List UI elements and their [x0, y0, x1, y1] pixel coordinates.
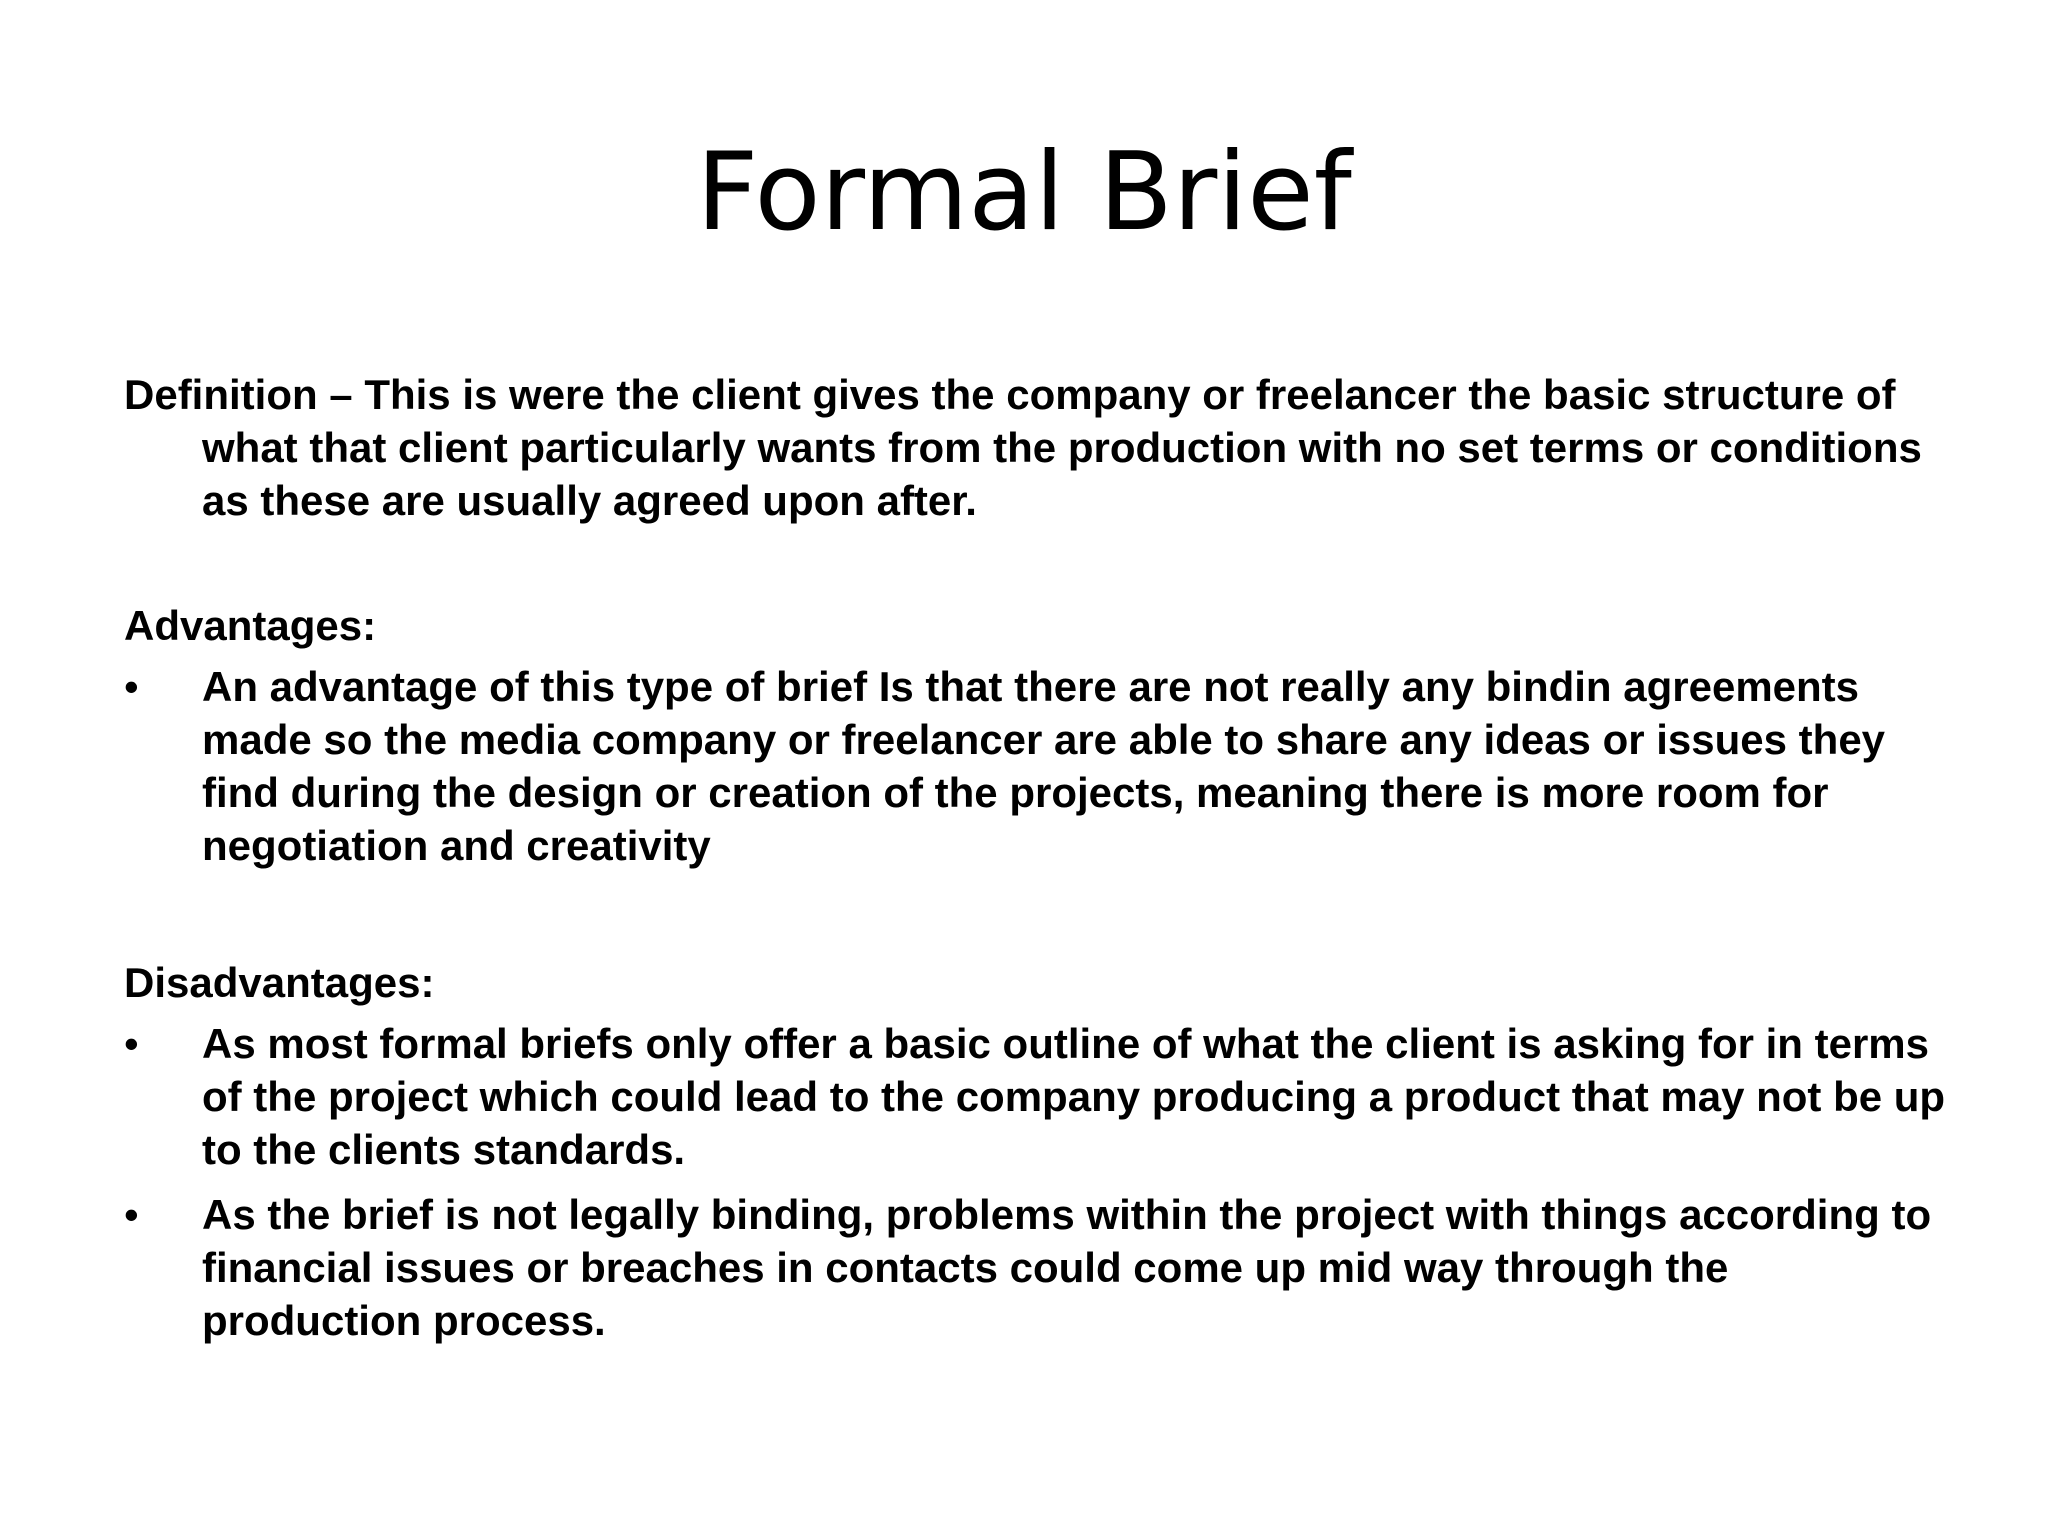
- bullet-icon: •: [124, 1191, 139, 1238]
- bullet-icon: •: [124, 663, 139, 710]
- disadvantages-item-text: As the brief is not legally binding, problems within the project with things according to financial issues or breaches in contacts could come up mid way through the production process.: [202, 1191, 1932, 1344]
- disadvantages-bullet-item: [124, 1188, 1954, 1347]
- disadvantages-bullet-item: [124, 1017, 1954, 1176]
- spacer: [124, 527, 1954, 599]
- bullet-icon: •: [124, 1020, 139, 1067]
- spacer: [124, 884, 1954, 956]
- disadvantages-heading: Disadvantages:: [124, 959, 435, 1006]
- slide-title: Formal Brief: [696, 130, 1352, 255]
- advantages-bullet-item: [124, 660, 1954, 872]
- definition-paragraph: Definition – This is were the client gives the company or freelancer the basic structure of what that client particularly wants from the production with no set terms or conditions as these are usually agreed upon after.: [124, 371, 1922, 524]
- advantages-heading: Advantages:: [124, 602, 377, 649]
- advantages-item-text: An advantage of this type of brief Is that there are not really any bindin agreements made so the media company or freelancer are able to share any ideas or issues they find during the design or creation of the projects, meaning there is more room for negotiation and creativity: [202, 663, 1886, 869]
- slide-body: [124, 368, 1954, 1359]
- disadvantages-item-text: As most formal briefs only offer a basic outline of what the client is asking for in terms of the project which could lead to the company producing a product that may not be up to the clients standards.: [202, 1020, 1946, 1173]
